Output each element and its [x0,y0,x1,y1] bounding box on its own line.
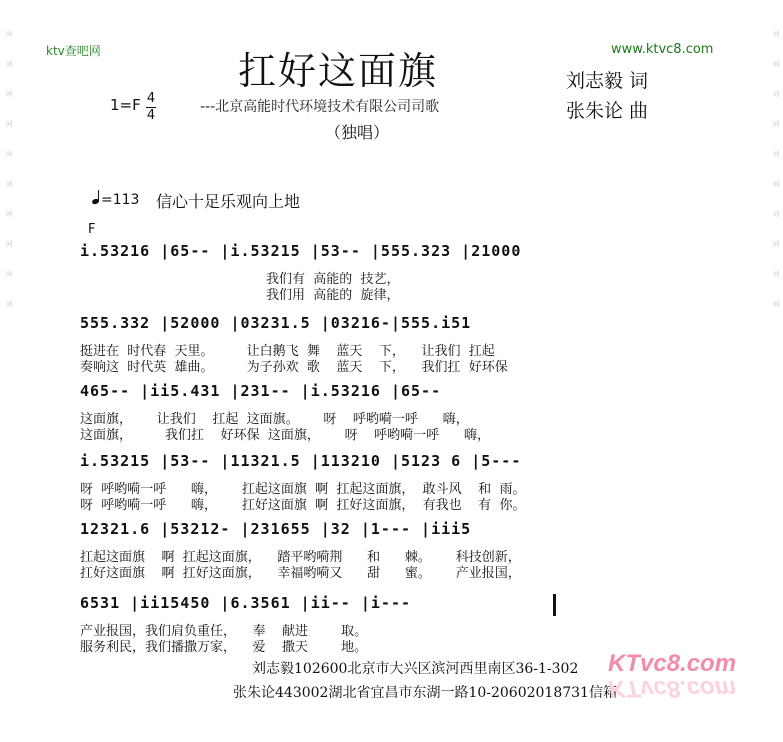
score-line: 465-- |ii5.431 |231-- |i.53216 |65-- [80,382,442,400]
score-line: i.53216 |65-- |i.53215 |53-- |555.323 |21000 [80,242,522,260]
watermark-logo: KTvc8.com [608,650,737,677]
lyrics-verse-1: 产业报国，我们肩负重任， 奉 献进 取。 [80,624,368,639]
score-line: i.53215 |53-- |11321.5 |113210 |5123 6 |5--- [80,452,522,470]
side-mark: 词 [5,300,13,308]
side-mark: 词 [772,270,780,278]
song-title: 扛好这面旗 [238,49,439,93]
score-line: 6531 |ii15450 |6.3561 |ii-- |i--- [80,594,422,612]
key-signature: 1=F [110,96,141,114]
side-watermark-right [769,0,783,742]
lyricist-address: 刘志毅102600北京市大兴区滨河西里南区36-1-302 [252,661,579,677]
side-mark: 词 [5,270,13,278]
song-subtitle: ---北京高能时代环境技术有限公司司歌 [200,99,440,115]
chord-symbol: F [88,222,96,237]
quarter-note-icon [91,198,99,205]
side-mark: 词 [772,150,780,158]
side-mark: 词 [5,120,13,128]
lyrics-verse-2: 奏响这 时代英 雄曲。 为子孙欢 歌 蓝天 下， 我们扛 好环保 [80,360,508,375]
time-signature [146,92,156,123]
side-mark: 词 [5,180,13,188]
site-label[interactable]: ktv查吧网 [46,44,101,58]
site-url[interactable]: www.ktvc8.com [611,42,714,57]
side-mark: 词 [772,120,780,128]
score-line: 555.332 |52000 |03231.5 |03216-|555.i51 [80,314,472,332]
expression-marking: 信心十足乐观向上地 [156,192,301,211]
composer-address: 张朱论443002湖北省宜昌市东湖一路10-20602018731信箱 [233,685,617,701]
final-barline [553,594,556,616]
side-mark: 词 [5,240,13,248]
lyricist-credit: 刘志毅 词 [566,70,649,92]
side-mark: 词 [772,300,780,308]
side-mark: 词 [772,210,780,218]
lyrics-verse-1: 呀 呼哟嗬一呼 嗨， 扛起这面旗 啊 扛起这面旗， 敢斗风 和 雨。 [80,482,526,497]
side-mark: 词 [772,60,780,68]
side-mark: 词 [5,60,13,68]
lyrics-verse-2: 我们用 高能的 旋律， [80,288,400,303]
tempo-value: =113 [101,192,140,208]
side-mark: 词 [5,30,13,38]
lyrics-verse-1: 扛起这面旗 啊 扛起这面旗， 踏平哟嗬荆 和 棘。 科技创新， [80,550,521,565]
side-mark: 词 [772,180,780,188]
composer-credit: 张朱论 曲 [566,100,649,122]
side-mark: 词 [772,30,780,38]
side-watermark-left [2,0,16,742]
side-mark: 词 [5,150,13,158]
lyrics-verse-1: 我们有 高能的 技艺， [80,272,400,287]
side-mark: 词 [5,210,13,218]
side-mark: 词 [772,90,780,98]
tempo-marking [92,190,139,208]
lyrics-verse-2: 呀 呼哟嗬一呼 嗨， 扛好这面旗 啊 扛好这面旗， 有我也 有 你。 [80,498,526,513]
lyrics-verse-2: 服务利民，我们播撒万家， 爱 撒天 地。 [80,640,368,655]
lyrics-verse-1: 这面旗， 让我们 扛起 这面旗。 呀 呼哟嗬一呼 嗨， [80,412,469,427]
lyrics-verse-1: 挺进在 时代春 天里。 让白鹅飞 舞 蓝天 下， 让我们 扛起 [80,344,495,359]
side-mark: 词 [772,240,780,248]
lyrics-verse-2: 这面旗， 我们扛 好环保 这面旗， 呀 呼哟嗬一呼 嗨， [80,428,490,443]
time-bottom: 4 [146,108,156,123]
lyrics-verse-2: 扛好这面旗 啊 扛好这面旗， 幸福哟嗬又 甜 蜜。 产业报国， [80,566,521,581]
side-mark: 词 [5,90,13,98]
score-line: 12321.6 |53212- |231655 |32 |1--- |iii5 [80,520,472,538]
watermark-reflection: KTvc8.com [608,675,737,702]
performance-type: （独唱） [325,123,390,142]
time-top: 4 [146,91,156,106]
